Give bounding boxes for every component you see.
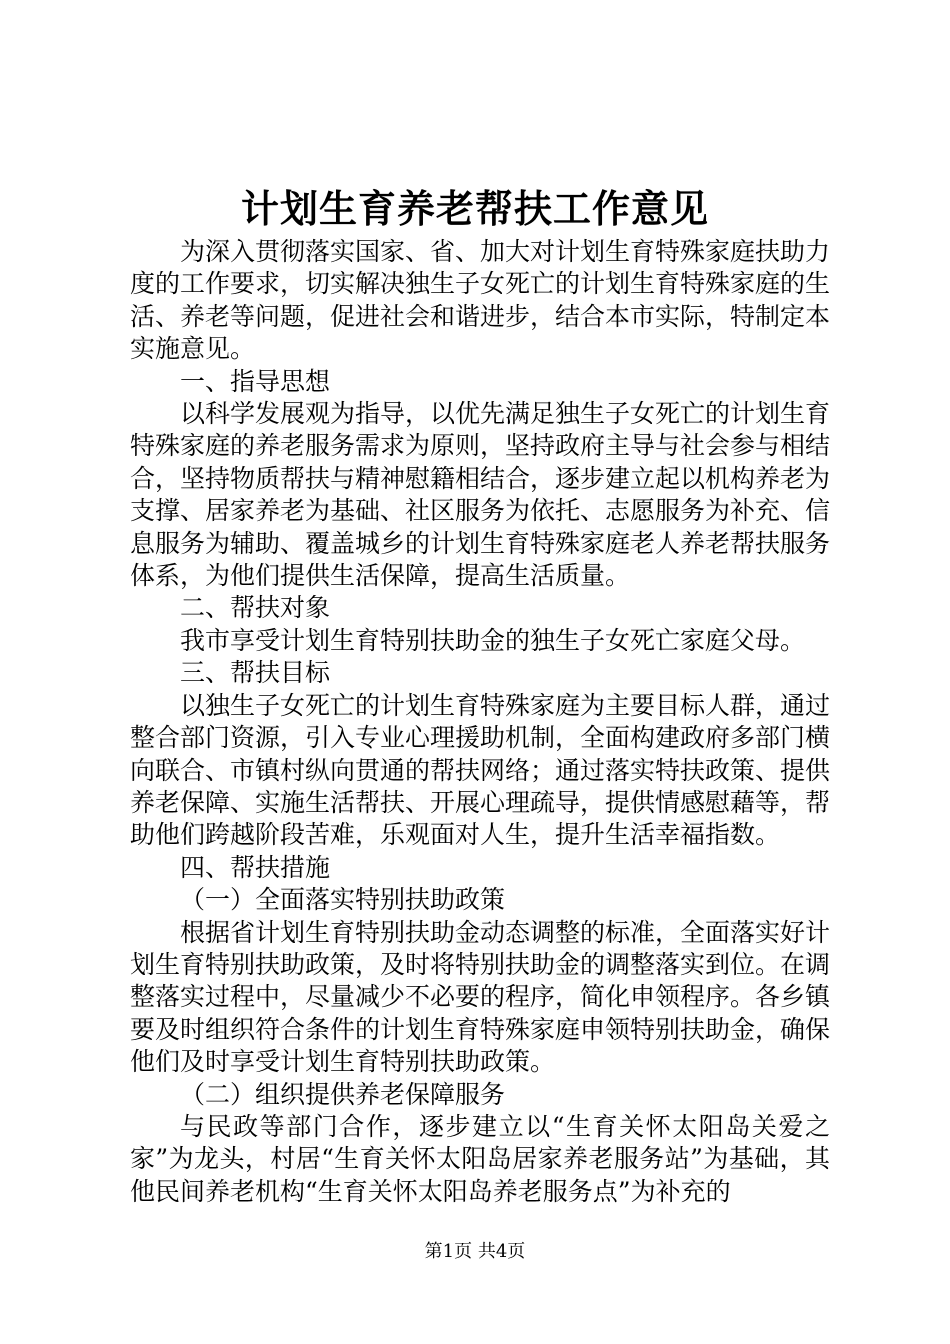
document-title: 计划生育养老帮扶工作意见 xyxy=(240,186,709,231)
section-heading-targets: 二、帮扶对象 xyxy=(180,593,331,623)
section-heading-goals: 三、帮扶目标 xyxy=(180,658,331,688)
subheading-special-support-policy: （一）全面落实特别扶助政策 xyxy=(180,885,506,915)
paragraph-goals: 以独生子女死亡的计划生育特殊家庭为主要目标人群，通过整合部门资源，引入专业心理援助机制，全面构建政府多部门横向联合、市镇村纵向贯通的帮扶网络；通过落实特扶政策、提供养老保障、实施生活帮扶、开展心理疏导，提供情感慰藉等，帮助他们跨越阶段苦难，乐观面对人生，提升生活幸福指数。 xyxy=(130,690,831,850)
subheading-elderly-care-service: （二）组织提供养老保障服务 xyxy=(180,1079,506,1109)
paragraph-elderly-care-service: 与民政等部门合作，逐步建立以“生育关怀太阳岛关爱之家”为龙头，村居“生育关怀太阳岛居家养老服务站”为基础，其他民间养老机构“生育关怀太阳岛养老服务点”为补充的 xyxy=(130,1111,830,1206)
page-number-footer: 第1页 共4页 xyxy=(424,1241,526,1262)
paragraph-targets: 我市享受计划生育特别扶助金的独生子女死亡家庭父母。 xyxy=(180,625,806,655)
paragraph-guiding-thought: 以科学发展观为指导，以优先满足独生子女死亡的计划生育特殊家庭的养老服务需求为原则，坚持政府主导与社会参与相结合，坚持物质帮扶与精神慰籍相结合，逐步建立起以机构养老为支撑、居家养老为基础、社区服务为依托、志愿服务为补充、信息服务为辅助、覆盖城乡的计划生育特殊家庭老人养老帮扶服务体系，为他们提供生活保障，提高生活质量。 xyxy=(130,399,831,591)
paragraph-intro: 为深入贯彻落实国家、省、加大对计划生育特殊家庭扶助力度的工作要求，切实解决独生子女死亡的计划生育特殊家庭的生活、养老等问题，促进社会和谐进步，结合本市实际，特制定本实施意见。 xyxy=(130,237,831,364)
section-heading-guiding-thought: 一、指导思想 xyxy=(180,366,331,396)
document-body xyxy=(130,236,830,1208)
paragraph-special-support-policy: 根据省计划生育特别扶助金动态调整的标准，全面落实好计划生育特别扶助政策，及时将特别扶助金的调整落实到位。在调整落实过程中，尽量减少不必要的程序，简化申领程序。各乡镇要及时组织符合条件的计划生育特殊家庭申领特别扶助金，确保他们及时享受计划生育特别扶助政策。 xyxy=(130,917,831,1077)
section-heading-measures: 四、帮扶措施 xyxy=(180,852,331,882)
